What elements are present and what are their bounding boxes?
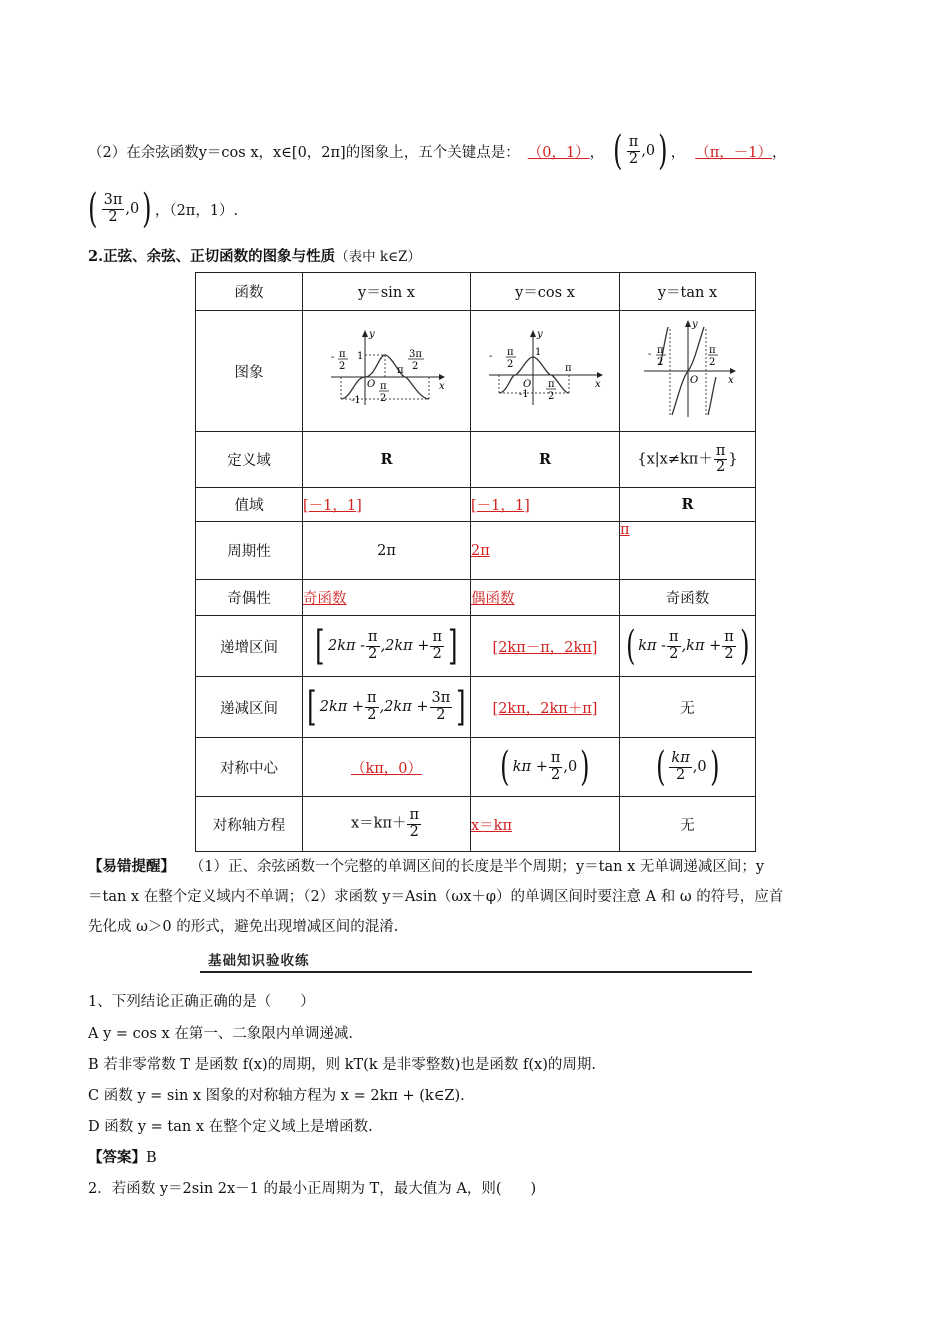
expr: 2kπ - xyxy=(327,638,366,654)
tick-two: 2 xyxy=(379,392,386,404)
cell-value: 奇函数 xyxy=(303,591,347,607)
cell-value: R xyxy=(538,451,552,468)
tan-domain xyxy=(620,432,756,488)
tick-pi: π xyxy=(396,364,404,376)
tan-period xyxy=(620,522,756,580)
axis-y-label: y xyxy=(691,318,698,330)
left-bracket: [ xyxy=(307,684,317,730)
sin-increasing xyxy=(303,616,471,677)
cell-value: （kπ，0） xyxy=(350,760,423,777)
fraction xyxy=(430,630,444,661)
tick-pi: π xyxy=(507,346,514,358)
right-paren: ) xyxy=(658,128,668,174)
right-paren: ) xyxy=(580,744,590,790)
reminder-line-1 xyxy=(88,855,764,876)
cos-graph-cell xyxy=(471,311,620,432)
tick-two: 2 xyxy=(411,360,418,372)
heading-note: （表中 k∈Z） xyxy=(335,249,421,265)
row-label: 周期性 xyxy=(196,522,303,580)
frac-den: 2 xyxy=(108,208,118,225)
cos-increasing xyxy=(471,616,620,677)
tick-minus: - xyxy=(489,350,493,362)
frac-num: π xyxy=(368,629,378,646)
option-b: B 若非零常数 T 是函数 f(x)的周期，则 kT(k 是非零整数)也是函数 f(x)的周期. xyxy=(88,1057,596,1073)
expr: ,2kπ + xyxy=(379,699,429,715)
axis-y-label: y xyxy=(368,328,375,340)
frac-num: 3π xyxy=(431,690,451,707)
cell-value: 2π xyxy=(471,542,490,559)
sin-domain xyxy=(303,432,471,488)
tan-decreasing: 无 xyxy=(620,677,756,738)
row-label: 对称轴方程 xyxy=(196,797,303,852)
option-c: C 函数 y = sin x 图象的对称轴方程为 x = 2kπ + (k∈Z). xyxy=(88,1088,465,1104)
section-bar xyxy=(200,947,752,973)
axis-x-label: x xyxy=(595,378,601,390)
sin-range xyxy=(303,488,471,522)
table-row xyxy=(196,797,756,852)
heading-text: .正弦、余弦、正切函数的图象与性质 xyxy=(98,248,336,265)
frac-num: π xyxy=(724,629,734,646)
expr: x＝kπ＋ xyxy=(350,816,407,832)
tick-pi: π xyxy=(548,378,555,390)
frac-num: kπ xyxy=(671,750,690,767)
fraction xyxy=(667,630,681,661)
tick-one: 1 xyxy=(535,346,542,358)
cell-value: [－1，1] xyxy=(471,498,530,514)
frac-num: π xyxy=(550,750,561,767)
tick-neg-one: -1 xyxy=(350,394,361,406)
section-title: 基础知识验收练 xyxy=(208,953,310,969)
answer-line xyxy=(88,1146,157,1167)
line1-func: y＝cos x，x∈[0，2π]的图象上，五个关键点是： xyxy=(198,144,520,161)
interval xyxy=(304,684,469,730)
cell-value: 偶函数 xyxy=(471,591,515,607)
tan-axis: 无 xyxy=(620,797,756,852)
divider xyxy=(200,971,752,973)
header-cell: 函数 xyxy=(196,273,303,311)
answer-tag: 【答案】 xyxy=(88,1149,146,1166)
fraction xyxy=(627,135,641,166)
expr: kπ - xyxy=(638,638,667,654)
interval xyxy=(312,623,460,669)
cell-value: [－1，1] xyxy=(303,498,362,514)
tick-pi: π xyxy=(656,344,664,356)
axis-x-label: x xyxy=(727,374,734,386)
tick-two: 2 xyxy=(656,356,663,368)
table-row xyxy=(196,522,756,580)
tick-neg-one: -1 xyxy=(519,388,529,400)
cos-axis xyxy=(471,797,620,852)
sin-graph xyxy=(327,327,447,412)
frac-num: π xyxy=(715,442,726,459)
cos-range xyxy=(471,488,620,522)
origin-label: O xyxy=(366,378,375,390)
header-cell: y＝sin x xyxy=(303,273,471,311)
key-point-4 xyxy=(85,186,155,232)
tick-pi: π xyxy=(565,362,572,374)
right-bracket: ] xyxy=(456,684,466,730)
table-row xyxy=(196,311,756,432)
frac-den: 2 xyxy=(367,706,377,723)
cell-value: R xyxy=(380,451,393,468)
table-row xyxy=(196,580,756,616)
expr: ,kπ + xyxy=(681,638,722,654)
fraction xyxy=(365,691,379,722)
left-paren: ( xyxy=(88,186,98,232)
tick-pi: π xyxy=(338,348,346,360)
header-cell: y＝cos x xyxy=(471,273,620,311)
fraction xyxy=(407,808,421,839)
right-paren: ) xyxy=(739,623,750,669)
point xyxy=(653,744,722,790)
cos-center xyxy=(471,738,620,797)
fraction xyxy=(102,193,125,224)
row-label: 图象 xyxy=(196,311,303,432)
frac-num: π xyxy=(432,629,443,646)
tick-pi: π xyxy=(708,344,716,356)
tan-graph xyxy=(638,317,738,422)
frac-num: π xyxy=(409,807,420,824)
origin-label: O xyxy=(523,378,532,390)
cos-period xyxy=(471,522,620,580)
expr: kπ + xyxy=(512,759,548,775)
comma: ， xyxy=(589,144,605,161)
sin-center xyxy=(303,738,471,797)
sin-parity xyxy=(303,580,471,616)
answer-value: B xyxy=(146,1150,157,1166)
tick-two: 2 xyxy=(548,390,555,402)
left-paren: ( xyxy=(613,128,623,174)
zero: ,0 xyxy=(563,759,578,775)
zero: ,0 xyxy=(125,201,140,217)
left-paren: ( xyxy=(625,623,636,669)
sin-graph-cell xyxy=(303,311,471,432)
frac-den: 2 xyxy=(436,706,446,723)
key-point-3: （π，－1） xyxy=(695,144,773,161)
interval xyxy=(623,623,753,669)
cell-value: x＝kπ xyxy=(471,817,512,834)
cos-domain xyxy=(471,432,620,488)
axis-y-label: y xyxy=(537,328,543,340)
table-row xyxy=(196,432,756,488)
tan-graph-cell xyxy=(620,311,756,432)
key-points-line-1 xyxy=(88,128,787,174)
frac-num: π xyxy=(367,690,377,707)
cell-value: R xyxy=(681,496,694,513)
cell-value: [2kπ－π，2kπ] xyxy=(492,639,598,656)
header-cell: y＝tan x xyxy=(620,273,756,311)
line1-prefix: （2）在余弦函数 xyxy=(88,144,199,161)
tan-domain-post: } xyxy=(728,451,738,468)
fraction xyxy=(366,630,380,661)
table-row xyxy=(196,738,756,797)
frac-den: 2 xyxy=(675,766,686,783)
sin-decreasing xyxy=(303,677,471,738)
tan-center xyxy=(620,738,756,797)
frac-den: 2 xyxy=(724,645,734,662)
right-paren: ) xyxy=(142,186,152,232)
frac-den: 2 xyxy=(550,766,561,783)
reminder-text: （1）正、余弦函数一个完整的单调区间的长度是半个周期；y＝tan x 无单调递减区间；y xyxy=(197,859,765,875)
frac-num: π xyxy=(628,134,639,151)
origin-label: O xyxy=(689,374,698,386)
reminder-tag: 【易错提醒】 xyxy=(88,858,175,875)
table-row xyxy=(196,488,756,522)
tick-minus: - xyxy=(330,351,334,363)
axis-x-label: x xyxy=(438,380,445,392)
option-a: A y = cos x 在第一、二象限内单调递减. xyxy=(88,1026,353,1042)
key-points-line-2 xyxy=(85,184,238,234)
tan-increasing xyxy=(620,616,756,677)
fraction xyxy=(430,691,453,722)
frac-num: π xyxy=(669,629,679,646)
frac-num: 3π xyxy=(103,192,123,209)
frac-den: 2 xyxy=(368,645,378,662)
tan-range xyxy=(620,488,756,522)
expr: 2kπ + xyxy=(319,699,365,715)
tick-two: 2 xyxy=(507,358,514,370)
heading-number: 2 xyxy=(88,248,99,265)
table-row xyxy=(196,677,756,738)
section-heading xyxy=(88,245,421,266)
right-bracket: ] xyxy=(448,623,458,669)
tick-two: 2 xyxy=(338,360,345,372)
comma: ， xyxy=(670,144,686,161)
fraction xyxy=(669,751,691,782)
left-paren: ( xyxy=(500,744,510,790)
sin-period: 2π xyxy=(303,522,471,580)
row-label: 递减区间 xyxy=(196,677,303,738)
frac-den: 2 xyxy=(715,459,726,475)
comma: ， xyxy=(772,144,787,161)
cos-decreasing xyxy=(471,677,620,738)
tick-two: 2 xyxy=(708,356,715,368)
row-label: 值域 xyxy=(196,488,303,522)
expr: ,2kπ + xyxy=(380,638,430,654)
key-point-2 xyxy=(610,128,671,174)
left-paren: ( xyxy=(655,744,666,790)
fraction xyxy=(722,630,736,661)
tick-one: 1 xyxy=(356,350,363,362)
cos-parity xyxy=(471,580,620,616)
point xyxy=(497,744,593,790)
tan-domain-pre: {x|x≠kπ＋ xyxy=(637,451,713,468)
key-point-1: （0，1） xyxy=(527,144,590,161)
tick-minus: - xyxy=(647,348,651,360)
question-2-stem: 2．若函数 y＝2sin 2x－1 的最小正周期为 T，最大值为 A，则( ) xyxy=(88,1181,537,1197)
option-d: D 函数 y = tan x 在整个定义域上是增函数. xyxy=(88,1119,373,1135)
reminder-line-3: 先化成 ω＞0 的形式，避免出现增减区间的混淆. xyxy=(88,919,399,935)
table-row xyxy=(196,273,756,311)
question-1-stem: 1、下列结论正确正确的是（ ） xyxy=(88,994,315,1010)
frac-den: 2 xyxy=(669,645,679,662)
row-label: 对称中心 xyxy=(196,738,303,797)
fraction xyxy=(549,751,563,782)
sin-axis xyxy=(303,797,471,852)
tan-parity: 奇函数 xyxy=(620,580,756,616)
row-label: 定义域 xyxy=(196,432,303,488)
fraction xyxy=(714,444,728,475)
key-point-5: ，（2π，1）. xyxy=(154,202,239,219)
row-label: 递增区间 xyxy=(196,616,303,677)
table-row xyxy=(196,616,756,677)
zero: ,0 xyxy=(641,143,656,159)
frac-den: 2 xyxy=(432,645,442,662)
frac-den: 2 xyxy=(628,150,639,167)
trig-properties-table xyxy=(195,272,756,852)
tick-3pi: 3π xyxy=(408,348,422,360)
left-bracket: [ xyxy=(315,623,325,669)
cell-value: [2kπ，2kπ＋π] xyxy=(492,700,598,717)
reminder-line-2: ＝tan x 在整个定义域内不单调；（2）求函数 y＝Asin（ωx＋φ）的单调区间时要注意 A 和 ω 的符号，应首 xyxy=(88,889,784,905)
cell-value: π xyxy=(620,522,630,538)
tick-pi: π xyxy=(379,380,387,392)
zero: ,0 xyxy=(692,759,707,775)
cos-graph xyxy=(485,327,605,412)
right-paren: ) xyxy=(709,744,720,790)
frac-den: 2 xyxy=(409,823,419,840)
row-label: 奇偶性 xyxy=(196,580,303,616)
